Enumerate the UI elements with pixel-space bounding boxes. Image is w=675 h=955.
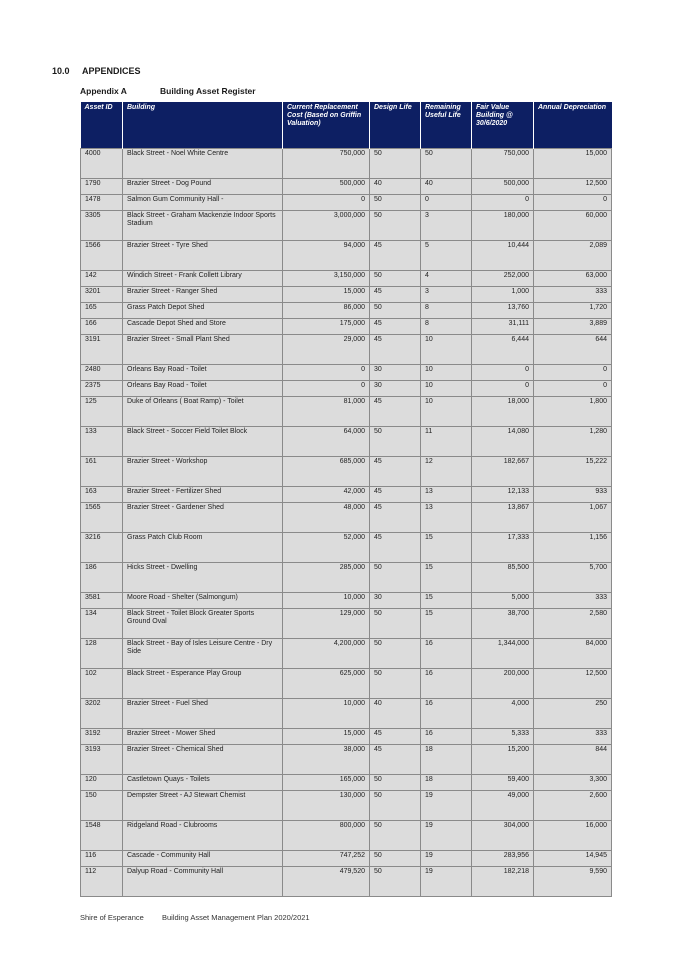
cell-annual-depreciation: 3,889	[534, 319, 612, 335]
cell-replacement-cost: 52,000	[283, 533, 370, 563]
cell-remaining-life: 3	[421, 211, 472, 241]
table-row	[81, 669, 612, 699]
table-row	[81, 381, 612, 397]
cell-design-life: 30	[370, 381, 421, 397]
cell-asset-id: 1548	[81, 821, 123, 851]
cell-asset-id: 102	[81, 669, 123, 699]
cell-building: Brazier Street - Workshop	[123, 457, 283, 487]
cell-design-life: 50	[370, 427, 421, 457]
cell-replacement-cost: 0	[283, 195, 370, 211]
cell-replacement-cost: 0	[283, 381, 370, 397]
cell-design-life: 50	[370, 271, 421, 287]
cell-building: Castletown Quays - Toilets	[123, 775, 283, 791]
cell-building: Hicks Street - Dwelling	[123, 563, 283, 593]
appendix-title: Building Asset Register	[160, 86, 256, 96]
table-row	[81, 867, 612, 897]
cell-annual-depreciation: 1,280	[534, 427, 612, 457]
table-row	[81, 457, 612, 487]
cell-remaining-life: 5	[421, 241, 472, 271]
cell-asset-id: 3202	[81, 699, 123, 729]
cell-building: Black Street - Soccer Field Toilet Block	[123, 427, 283, 457]
cell-design-life: 50	[370, 851, 421, 867]
cell-fair-value: 0	[472, 381, 534, 397]
cell-design-life: 45	[370, 457, 421, 487]
footer-document-title: Building Asset Management Plan 2020/2021	[162, 913, 310, 922]
cell-annual-depreciation: 844	[534, 745, 612, 775]
cell-asset-id: 3201	[81, 287, 123, 303]
cell-remaining-life: 8	[421, 303, 472, 319]
cell-annual-depreciation: 1,067	[534, 503, 612, 533]
cell-annual-depreciation: 2,600	[534, 791, 612, 821]
cell-fair-value: 5,000	[472, 593, 534, 609]
cell-replacement-cost: 86,000	[283, 303, 370, 319]
cell-asset-id: 3305	[81, 211, 123, 241]
cell-remaining-life: 50	[421, 149, 472, 179]
table-row	[81, 211, 612, 241]
cell-replacement-cost: 42,000	[283, 487, 370, 503]
cell-fair-value: 49,000	[472, 791, 534, 821]
cell-fair-value: 0	[472, 365, 534, 381]
cell-annual-depreciation: 14,945	[534, 851, 612, 867]
cell-annual-depreciation: 333	[534, 729, 612, 745]
table-row	[81, 503, 612, 533]
cell-fair-value: 750,000	[472, 149, 534, 179]
table-row	[81, 699, 612, 729]
cell-annual-depreciation: 0	[534, 365, 612, 381]
header-asset-id: Asset ID	[81, 102, 123, 149]
cell-building: Dalyup Road - Community Hall	[123, 867, 283, 897]
table-row	[81, 427, 612, 457]
cell-replacement-cost: 4,200,000	[283, 639, 370, 669]
cell-building: Brazier Street - Mower Shed	[123, 729, 283, 745]
cell-design-life: 45	[370, 319, 421, 335]
cell-remaining-life: 16	[421, 669, 472, 699]
cell-fair-value: 14,080	[472, 427, 534, 457]
cell-asset-id: 1565	[81, 503, 123, 533]
cell-design-life: 50	[370, 195, 421, 211]
cell-asset-id: 112	[81, 867, 123, 897]
cell-building: Black Street - Esperance Play Group	[123, 669, 283, 699]
cell-design-life: 45	[370, 397, 421, 427]
cell-annual-depreciation: 1,156	[534, 533, 612, 563]
table-row	[81, 271, 612, 287]
table-row	[81, 791, 612, 821]
table-row	[81, 851, 612, 867]
cell-building: Cascade - Community Hall	[123, 851, 283, 867]
cell-annual-depreciation: 250	[534, 699, 612, 729]
table-row	[81, 397, 612, 427]
cell-replacement-cost: 625,000	[283, 669, 370, 699]
cell-annual-depreciation: 333	[534, 593, 612, 609]
cell-remaining-life: 16	[421, 729, 472, 745]
cell-replacement-cost: 479,520	[283, 867, 370, 897]
cell-remaining-life: 3	[421, 287, 472, 303]
cell-design-life: 40	[370, 179, 421, 195]
cell-remaining-life: 10	[421, 335, 472, 365]
cell-remaining-life: 19	[421, 821, 472, 851]
cell-annual-depreciation: 5,700	[534, 563, 612, 593]
table-row	[81, 745, 612, 775]
cell-fair-value: 12,133	[472, 487, 534, 503]
cell-remaining-life: 15	[421, 609, 472, 639]
cell-design-life: 50	[370, 609, 421, 639]
cell-annual-depreciation: 1,720	[534, 303, 612, 319]
cell-building: Black Street - Toilet Block Greater Sports Ground Oval	[123, 609, 283, 639]
cell-annual-depreciation: 15,222	[534, 457, 612, 487]
section-title: APPENDICES	[82, 66, 141, 76]
cell-fair-value: 1,000	[472, 287, 534, 303]
header-replacement-cost: Current Replacement Cost (Based on Griffin Valuation)	[283, 102, 370, 149]
cell-design-life: 50	[370, 211, 421, 241]
cell-asset-id: 161	[81, 457, 123, 487]
cell-remaining-life: 16	[421, 639, 472, 669]
cell-asset-id: 163	[81, 487, 123, 503]
table-row	[81, 303, 612, 319]
cell-remaining-life: 40	[421, 179, 472, 195]
cell-building: Black Street - Noel White Centre	[123, 149, 283, 179]
cell-building: Brazier Street - Ranger Shed	[123, 287, 283, 303]
cell-asset-id: 166	[81, 319, 123, 335]
cell-replacement-cost: 3,000,000	[283, 211, 370, 241]
table-body	[81, 149, 612, 897]
cell-annual-depreciation: 333	[534, 287, 612, 303]
cell-replacement-cost: 94,000	[283, 241, 370, 271]
cell-remaining-life: 15	[421, 563, 472, 593]
appendix-label: Appendix A	[80, 86, 127, 96]
cell-replacement-cost: 15,000	[283, 287, 370, 303]
table-row	[81, 241, 612, 271]
cell-design-life: 50	[370, 563, 421, 593]
table-row	[81, 487, 612, 503]
cell-annual-depreciation: 3,300	[534, 775, 612, 791]
cell-building: Orleans Bay Road - Toilet	[123, 365, 283, 381]
cell-fair-value: 182,218	[472, 867, 534, 897]
cell-replacement-cost: 38,000	[283, 745, 370, 775]
cell-asset-id: 125	[81, 397, 123, 427]
cell-remaining-life: 19	[421, 851, 472, 867]
cell-annual-depreciation: 84,000	[534, 639, 612, 669]
cell-replacement-cost: 29,000	[283, 335, 370, 365]
table-row	[81, 609, 612, 639]
cell-building: Grass Patch Depot Shed	[123, 303, 283, 319]
building-asset-register-table	[80, 102, 612, 897]
cell-design-life: 30	[370, 593, 421, 609]
section-number: 10.0	[52, 66, 70, 76]
cell-remaining-life: 10	[421, 381, 472, 397]
cell-replacement-cost: 129,000	[283, 609, 370, 639]
cell-building: Brazier Street - Fuel Shed	[123, 699, 283, 729]
table-row	[81, 533, 612, 563]
cell-fair-value: 15,200	[472, 745, 534, 775]
cell-building: Brazier Street - Dog Pound	[123, 179, 283, 195]
cell-asset-id: 120	[81, 775, 123, 791]
cell-asset-id: 186	[81, 563, 123, 593]
footer-organisation: Shire of Esperance	[80, 913, 144, 922]
table-row	[81, 319, 612, 335]
cell-annual-depreciation: 2,580	[534, 609, 612, 639]
cell-replacement-cost: 747,252	[283, 851, 370, 867]
cell-building: Salmon Gum Community Hall -	[123, 195, 283, 211]
cell-annual-depreciation: 12,500	[534, 669, 612, 699]
cell-annual-depreciation: 0	[534, 195, 612, 211]
cell-fair-value: 13,760	[472, 303, 534, 319]
cell-asset-id: 150	[81, 791, 123, 821]
cell-remaining-life: 19	[421, 791, 472, 821]
cell-replacement-cost: 81,000	[283, 397, 370, 427]
cell-fair-value: 5,333	[472, 729, 534, 745]
cell-design-life: 45	[370, 533, 421, 563]
table-row	[81, 179, 612, 195]
cell-annual-depreciation: 2,089	[534, 241, 612, 271]
cell-asset-id: 3193	[81, 745, 123, 775]
table-row	[81, 563, 612, 593]
cell-replacement-cost: 165,000	[283, 775, 370, 791]
cell-asset-id: 3192	[81, 729, 123, 745]
cell-annual-depreciation: 1,800	[534, 397, 612, 427]
cell-fair-value: 304,000	[472, 821, 534, 851]
cell-replacement-cost: 800,000	[283, 821, 370, 851]
cell-annual-depreciation: 0	[534, 381, 612, 397]
cell-building: Brazier Street - Chemical Shed	[123, 745, 283, 775]
cell-remaining-life: 0	[421, 195, 472, 211]
cell-replacement-cost: 0	[283, 365, 370, 381]
appendix-heading	[80, 86, 256, 96]
table-row	[81, 287, 612, 303]
table-row	[81, 639, 612, 669]
cell-building: Moore Road - Shelter (Salmongum)	[123, 593, 283, 609]
cell-fair-value: 10,444	[472, 241, 534, 271]
cell-remaining-life: 18	[421, 745, 472, 775]
cell-remaining-life: 15	[421, 533, 472, 563]
cell-design-life: 50	[370, 303, 421, 319]
cell-annual-depreciation: 933	[534, 487, 612, 503]
cell-asset-id: 2480	[81, 365, 123, 381]
cell-building: Brazier Street - Tyre Shed	[123, 241, 283, 271]
cell-replacement-cost: 3,150,000	[283, 271, 370, 287]
table-header-row	[81, 102, 612, 149]
cell-design-life: 50	[370, 821, 421, 851]
cell-replacement-cost: 685,000	[283, 457, 370, 487]
cell-fair-value: 31,111	[472, 319, 534, 335]
cell-annual-depreciation: 9,590	[534, 867, 612, 897]
cell-replacement-cost: 48,000	[283, 503, 370, 533]
cell-asset-id: 134	[81, 609, 123, 639]
cell-fair-value: 4,000	[472, 699, 534, 729]
cell-building: Duke of Orleans ( Boat Ramp) - Toilet	[123, 397, 283, 427]
header-building: Building	[123, 102, 283, 149]
cell-fair-value: 200,000	[472, 669, 534, 699]
cell-asset-id: 3216	[81, 533, 123, 563]
cell-remaining-life: 11	[421, 427, 472, 457]
table-row	[81, 775, 612, 791]
cell-asset-id: 133	[81, 427, 123, 457]
cell-remaining-life: 18	[421, 775, 472, 791]
table-row	[81, 729, 612, 745]
cell-design-life: 50	[370, 775, 421, 791]
cell-building: Ridgeland Road - Clubrooms	[123, 821, 283, 851]
cell-asset-id: 142	[81, 271, 123, 287]
cell-fair-value: 38,700	[472, 609, 534, 639]
cell-design-life: 45	[370, 287, 421, 303]
cell-replacement-cost: 175,000	[283, 319, 370, 335]
cell-replacement-cost: 500,000	[283, 179, 370, 195]
cell-fair-value: 13,867	[472, 503, 534, 533]
cell-asset-id: 3191	[81, 335, 123, 365]
cell-fair-value: 17,333	[472, 533, 534, 563]
table-row	[81, 149, 612, 179]
cell-fair-value: 180,000	[472, 211, 534, 241]
cell-building: Grass Patch Club Room	[123, 533, 283, 563]
cell-asset-id: 116	[81, 851, 123, 867]
header-design-life: Design Life	[370, 102, 421, 149]
cell-asset-id: 165	[81, 303, 123, 319]
cell-building: Orleans Bay Road - Toilet	[123, 381, 283, 397]
cell-remaining-life: 13	[421, 503, 472, 533]
cell-replacement-cost: 10,000	[283, 699, 370, 729]
cell-design-life: 45	[370, 729, 421, 745]
cell-remaining-life: 19	[421, 867, 472, 897]
cell-remaining-life: 10	[421, 397, 472, 427]
cell-asset-id: 3581	[81, 593, 123, 609]
table-row	[81, 195, 612, 211]
cell-design-life: 45	[370, 745, 421, 775]
cell-building: Dempster Street - AJ Stewart Chemist	[123, 791, 283, 821]
cell-design-life: 45	[370, 241, 421, 271]
section-heading	[52, 66, 141, 76]
cell-design-life: 45	[370, 503, 421, 533]
cell-asset-id: 128	[81, 639, 123, 669]
cell-design-life: 50	[370, 149, 421, 179]
cell-fair-value: 6,444	[472, 335, 534, 365]
cell-design-life: 45	[370, 335, 421, 365]
cell-design-life: 50	[370, 639, 421, 669]
table-row	[81, 593, 612, 609]
cell-fair-value: 182,667	[472, 457, 534, 487]
cell-fair-value: 500,000	[472, 179, 534, 195]
cell-remaining-life: 8	[421, 319, 472, 335]
header-fair-value: Fair Value Building @ 30/6/2020	[472, 102, 534, 149]
cell-replacement-cost: 750,000	[283, 149, 370, 179]
cell-remaining-life: 10	[421, 365, 472, 381]
cell-replacement-cost: 15,000	[283, 729, 370, 745]
cell-replacement-cost: 130,000	[283, 791, 370, 821]
cell-asset-id: 2375	[81, 381, 123, 397]
cell-remaining-life: 4	[421, 271, 472, 287]
cell-asset-id: 1790	[81, 179, 123, 195]
header-remaining-life: Remaining Useful Life	[421, 102, 472, 149]
cell-asset-id: 1566	[81, 241, 123, 271]
cell-remaining-life: 12	[421, 457, 472, 487]
table-row	[81, 821, 612, 851]
cell-annual-depreciation: 644	[534, 335, 612, 365]
cell-building: Windich Street - Frank Collett Library	[123, 271, 283, 287]
cell-annual-depreciation: 15,000	[534, 149, 612, 179]
table-row	[81, 365, 612, 381]
cell-fair-value: 283,956	[472, 851, 534, 867]
cell-annual-depreciation: 12,500	[534, 179, 612, 195]
table-row	[81, 335, 612, 365]
cell-replacement-cost: 64,000	[283, 427, 370, 457]
cell-building: Brazier Street - Small Plant Shed	[123, 335, 283, 365]
cell-fair-value: 252,000	[472, 271, 534, 287]
cell-annual-depreciation: 16,000	[534, 821, 612, 851]
cell-building: Brazier Street - Fertilizer Shed	[123, 487, 283, 503]
cell-asset-id: 1478	[81, 195, 123, 211]
page-footer	[80, 913, 310, 922]
cell-asset-id: 4000	[81, 149, 123, 179]
cell-fair-value: 18,000	[472, 397, 534, 427]
cell-replacement-cost: 285,000	[283, 563, 370, 593]
cell-design-life: 30	[370, 365, 421, 381]
cell-design-life: 40	[370, 699, 421, 729]
cell-annual-depreciation: 60,000	[534, 211, 612, 241]
cell-fair-value: 1,344,000	[472, 639, 534, 669]
cell-remaining-life: 15	[421, 593, 472, 609]
cell-fair-value: 0	[472, 195, 534, 211]
cell-design-life: 50	[370, 669, 421, 699]
cell-replacement-cost: 10,000	[283, 593, 370, 609]
cell-remaining-life: 13	[421, 487, 472, 503]
cell-building: Black Street - Bay of Isles Leisure Centre - Dry Side	[123, 639, 283, 669]
cell-annual-depreciation: 63,000	[534, 271, 612, 287]
cell-fair-value: 59,400	[472, 775, 534, 791]
header-annual-depreciation: Annual Depreciation	[534, 102, 612, 149]
cell-building: Black Street - Graham Mackenzie Indoor Sports Stadium	[123, 211, 283, 241]
cell-remaining-life: 16	[421, 699, 472, 729]
cell-building: Brazier Street - Gardener Shed	[123, 503, 283, 533]
cell-fair-value: 85,500	[472, 563, 534, 593]
cell-building: Cascade Depot Shed and Store	[123, 319, 283, 335]
cell-design-life: 45	[370, 487, 421, 503]
cell-design-life: 50	[370, 791, 421, 821]
cell-design-life: 50	[370, 867, 421, 897]
